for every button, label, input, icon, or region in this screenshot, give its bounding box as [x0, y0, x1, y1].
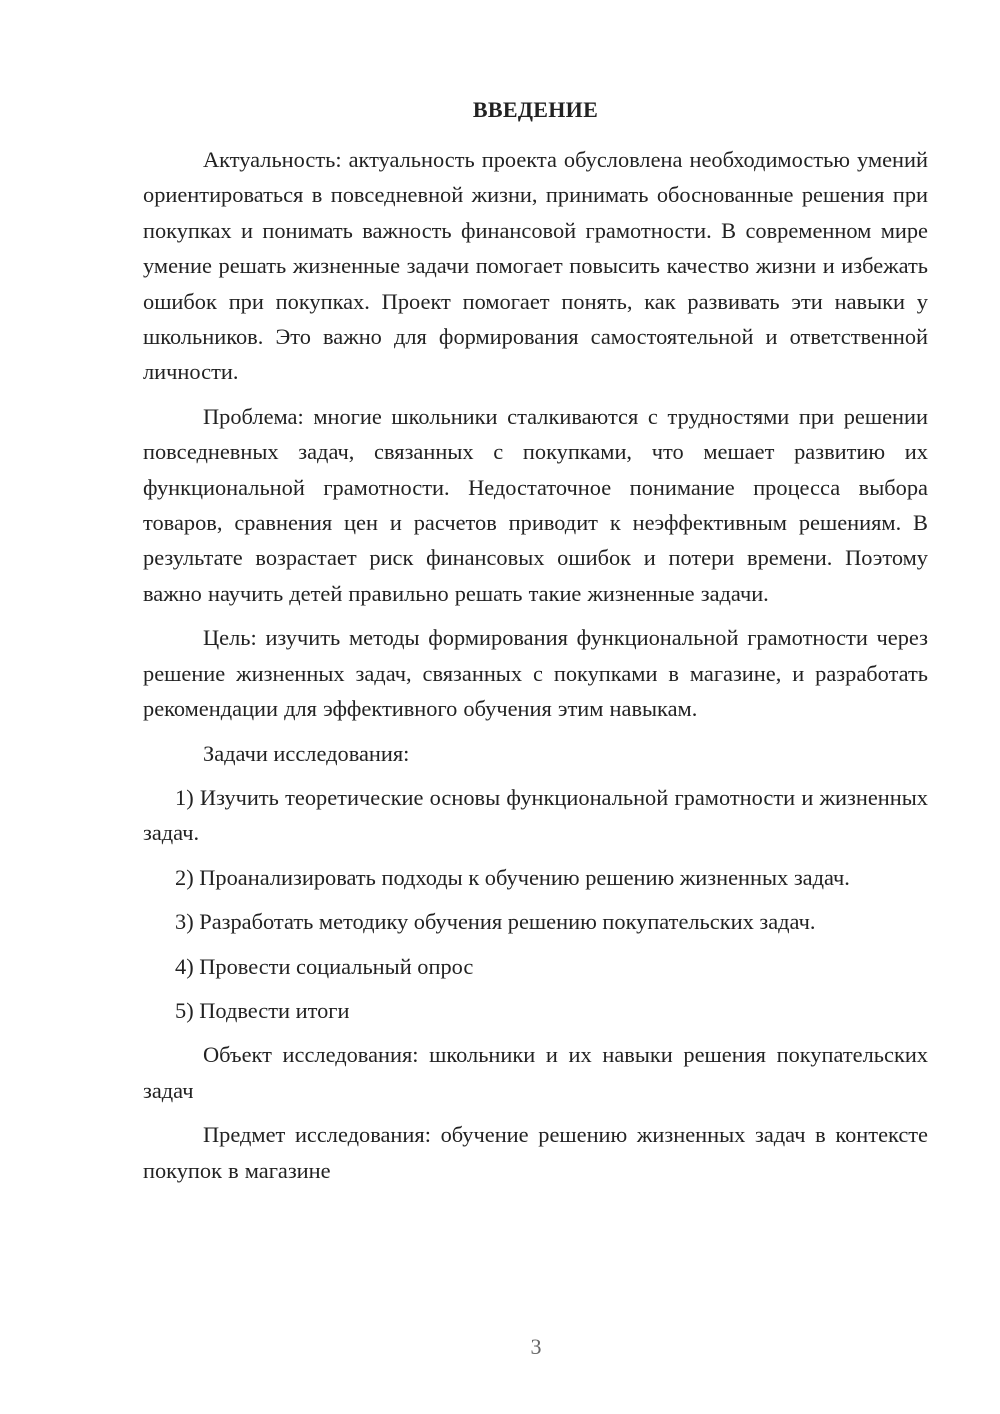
relevance-paragraph: Актуальность: актуальность проекта обусловлена необходимостью умений ориентироваться в повседневной жизни, принимать обоснованные решения при покупках и понимать важность финансовой грамотности. В современном мире умение решать жизненные задачи помогает повысить качество жизни и избежать ошибок при покупках. Проект помогает понять, как развивать эти навыки у школьников. Это важно для формирования самостоятельной и ответственной личности. — [143, 147, 928, 385]
task-item: 3) Разработать методику обучения решению покупательских задач. — [175, 909, 816, 935]
task-item: 5) Подвести итоги — [175, 997, 350, 1023]
goal-paragraph: Цель: изучить методы формирования функциональной грамотности через решение жизненных задач, связанных с покупками в магазине, и разработать рекомендации для эффективного обучения этим навыкам. — [143, 625, 928, 722]
task-item: 2) Проанализировать подходы к обучению решению жизненных задач. — [175, 864, 850, 890]
problem-paragraph: Проблема: многие школьники сталкиваются с трудностями при решении повседневных задач, связанных с покупками, что мешает развитию их функциональной грамотности. Недостаточное понимание процесса выбора товаров, сравнения цен и расчетов приводит к неэффективным решениям. В результате возрастает риск финансовых ошибок и потери времени. Поэтому важно научить детей правильно решать такие жизненные задачи. — [143, 403, 928, 606]
task-item: 4) Провести социальный опрос — [175, 953, 474, 979]
document-title: ВВЕДЕНИЕ — [472, 97, 599, 122]
task-item: 1) Изучить теоретические основы функциональной грамотности и жизненных задач. — [143, 784, 928, 846]
tasks-heading: Задачи исследования: — [203, 740, 410, 766]
document-page — [143, 94, 928, 1197]
page-number: 3 — [530, 1334, 542, 1359]
tasks-list — [143, 780, 928, 1028]
subject-paragraph: Предмет исследования: обучение решению жизненных задач в контексте покупок в магазине — [143, 1122, 928, 1183]
object-paragraph: Объект исследования: школьники и их навыки решения покупательских задач — [143, 1042, 928, 1103]
